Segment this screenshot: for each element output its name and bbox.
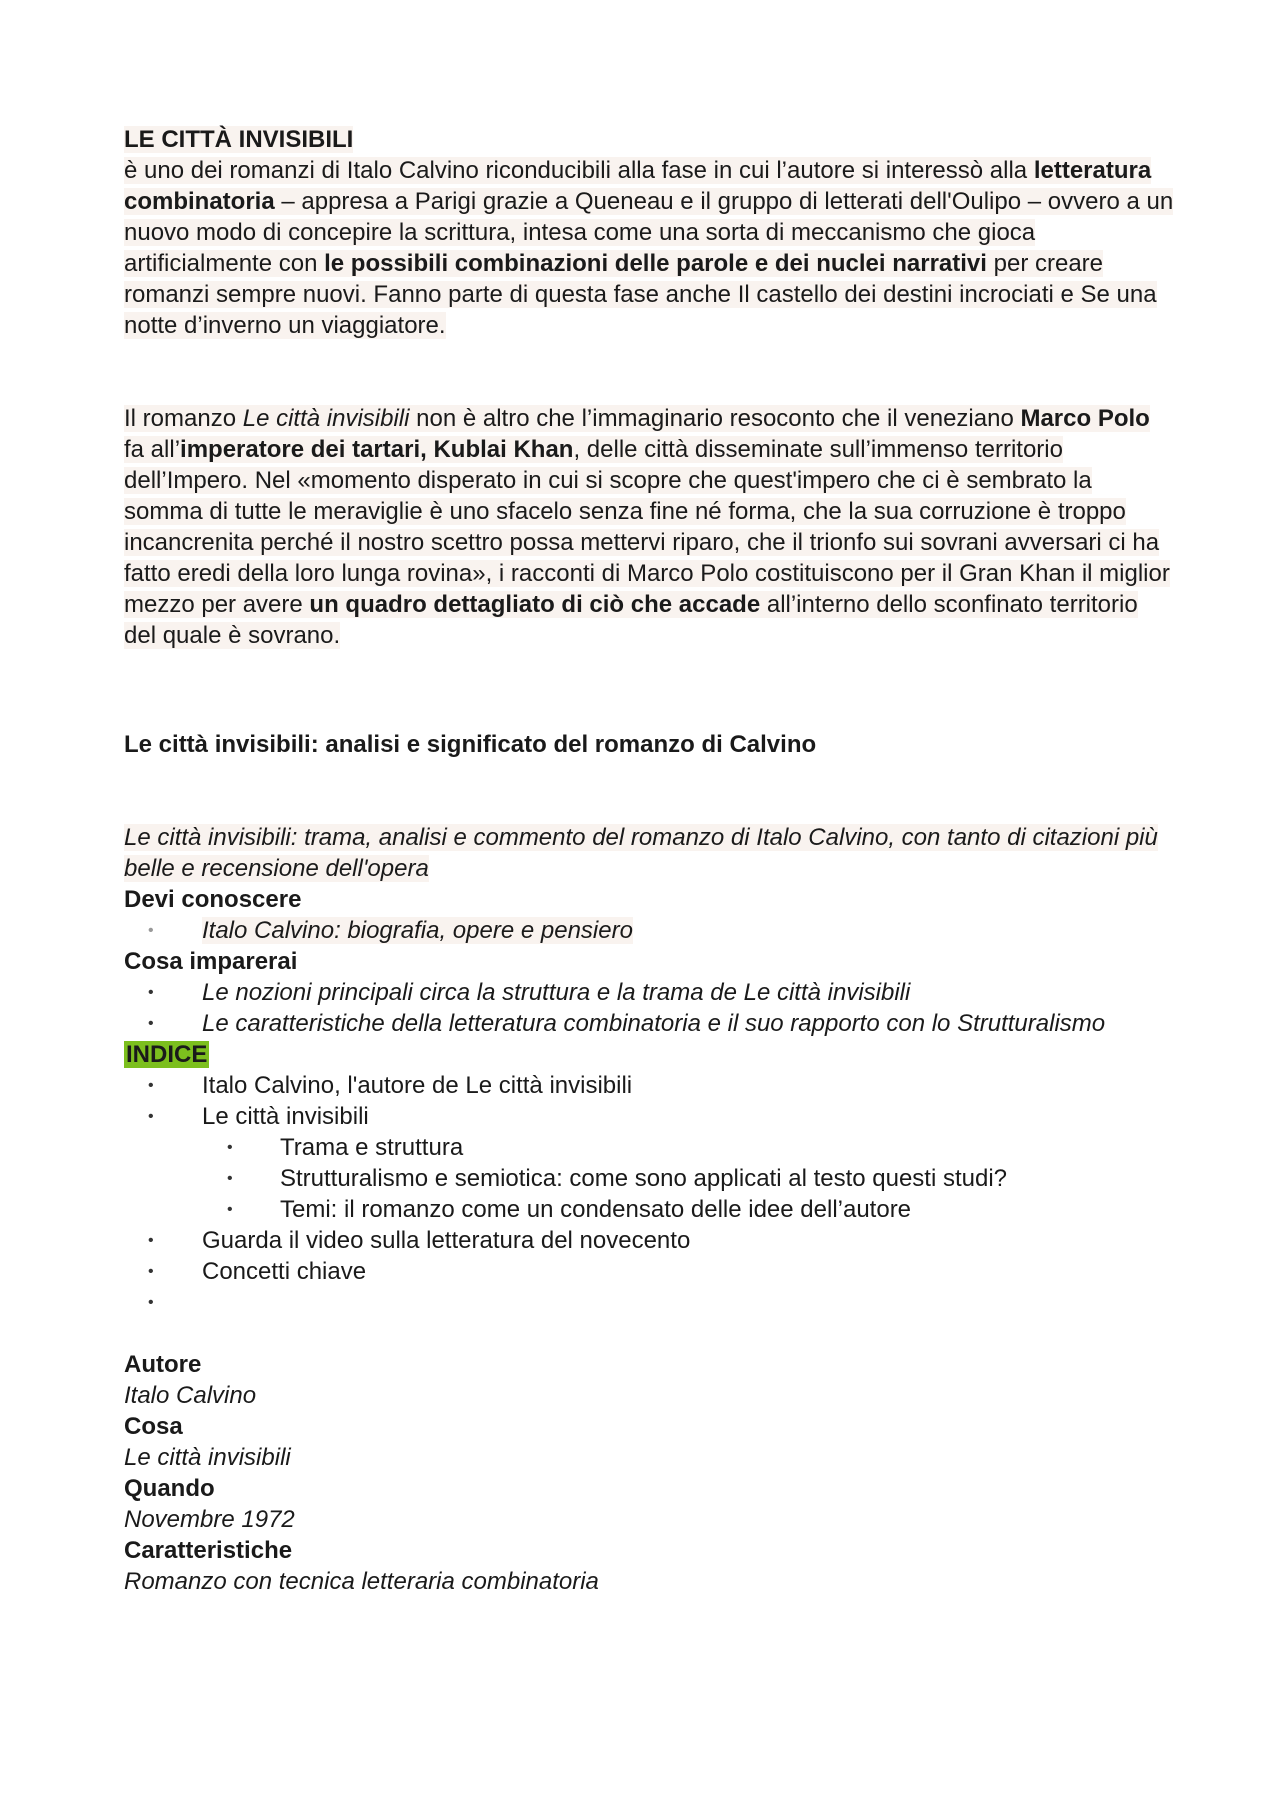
indice-heading: INDICE xyxy=(126,1041,208,1068)
indice-item[interactable]: • Concetti chiave xyxy=(124,1256,1174,1287)
autore-label: Autore xyxy=(124,1351,202,1378)
indice-item[interactable]: • Le città invisibili xyxy=(124,1101,1174,1132)
section-title: Le città invisibili: analisi e significato del romanzo di Calvino xyxy=(124,731,817,758)
page-title: LE CITTÀ INVISIBILI xyxy=(124,126,354,153)
intro-paragraph: è uno dei romanzi di Italo Calvino riconducibili alla fase in cui l’autore si interessò alla letteratura combinatoria – appresa a Parigi grazie a Queneau e il gruppo di letterati dell'Oulipo – ovvero a un nuovo modo di concepire la scrittura, intesa come una sorta di meccanismo che gioca artificialmente con le possibili combinazioni delle parole e dei nuclei narrativi per creare romanzi sempre nuovi. Fanno parte di questa fase anche Il castello dei destini incrociati e Se una notte d’inverno un viaggiatore. xyxy=(124,157,1174,339)
indice-subitem[interactable]: • Temi: il romanzo come un condensato delle idee dell’autore xyxy=(124,1194,1174,1225)
quando-label: Quando xyxy=(124,1475,215,1502)
list-item: • Italo Calvino: biografia, opere e pensiero xyxy=(124,915,1174,946)
indice-empty-item xyxy=(124,1287,1174,1318)
subtitle: Le città invisibili: trama, analisi e commento del romanzo di Italo Calvino, con tanto di citazioni più belle e recensione dell'opera xyxy=(124,824,1158,882)
cosa-value: Le città invisibili xyxy=(124,1444,291,1471)
devi-conoscere-label: Devi conoscere xyxy=(124,886,302,913)
document-body xyxy=(124,124,1174,1597)
caratteristiche-value: Romanzo con tecnica letteraria combinatoria xyxy=(124,1568,599,1595)
cosa-imparerai-list xyxy=(124,977,1174,1039)
plot-paragraph: Il romanzo Le città invisibili non è altro che l’immaginario resoconto che il veneziano Marco Polo fa all’imperatore dei tartari, Kublai Khan, delle città disseminate sull’immenso territorio dell’Impero. Nel «momento disperato in cui si scopre che quest'impero che ci è sembrato la somma di tutte le meraviglie è uno sfacelo senza fine né forma, che la sua corruzione è troppo incancrenita perché il nostro scettro possa mettervi riparo, che il trionfo sui sovrani avversari ci ha fatto eredi della loro lunga rovina», i racconti di Marco Polo costituiscono per il Gran Khan il miglior mezzo per avere un quadro dettagliato di ciò che accade all’interno dello sconfinato territorio del quale è sovrano. xyxy=(124,405,1170,649)
indice-item[interactable]: • Guarda il video sulla letteratura del novecento xyxy=(124,1225,1174,1256)
indice-item[interactable]: • Italo Calvino, l'autore de Le città invisibili xyxy=(124,1070,1174,1101)
cosa-imparerai-label: Cosa imparerai xyxy=(124,948,298,975)
list-item: • Le caratteristiche della letteratura combinatoria e il suo rapporto con lo Strutturalismo xyxy=(124,1008,1174,1039)
devi-conoscere-list xyxy=(124,915,1174,946)
indice-list xyxy=(124,1070,1174,1318)
quando-value: Novembre 1972 xyxy=(124,1506,295,1533)
list-item: • Le nozioni principali circa la struttura e la trama de Le città invisibili xyxy=(124,977,1174,1008)
autore-value: Italo Calvino xyxy=(124,1382,257,1409)
indice-subitem[interactable]: • Strutturalismo e semiotica: come sono applicati al testo questi studi? xyxy=(124,1163,1174,1194)
caratteristiche-label: Caratteristiche xyxy=(124,1537,293,1564)
cosa-label: Cosa xyxy=(124,1413,183,1440)
indice-subitem[interactable]: • Trama e struttura xyxy=(124,1132,1174,1163)
